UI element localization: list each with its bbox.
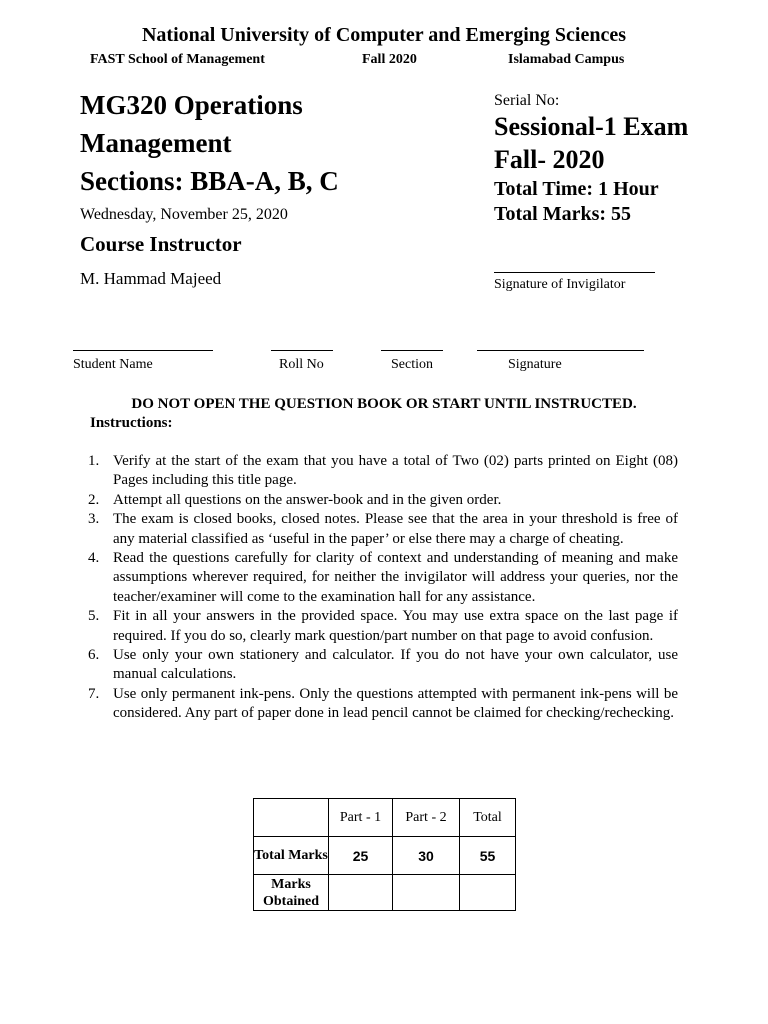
header-part-1: Part - 1 — [329, 799, 393, 837]
row-label-total-marks: Total Marks — [254, 837, 329, 875]
instruction-item: 1. Verify at the start of the exam that you have a total of Two (02) parts printed on Eight (08) Pages including this title page. — [88, 453, 678, 489]
instructions-list — [88, 452, 678, 724]
instruction-item: 6. Use only your own stationery and calculator. If you do not have your own calculator, use manual calculations. — [88, 647, 678, 683]
university-title: National University of Computer and Emerging Sciences — [141, 24, 627, 46]
row-label-marks-obtained: Marks Obtained — [254, 875, 329, 911]
marks-table — [253, 798, 516, 911]
student-name-label: Student Name — [73, 357, 153, 372]
exam-date: Wednesday, November 25, 2020 — [80, 206, 288, 223]
course-sections: Sections: BBA-A, B, C — [80, 166, 339, 196]
instruction-item: 2. Attempt all questions on the answer-book and in the given order. — [88, 491, 502, 508]
campus-label: Islamabad Campus — [508, 52, 625, 67]
instruction-item: 3. The exam is closed books, closed notes. Please see that the area in your threshold is free of any material classified as ‘useful in the paper’ or else there may a charge of cheating. — [88, 511, 678, 547]
instructor-heading: Course Instructor — [80, 232, 242, 256]
total-time: Total Time: 1 Hour — [494, 178, 659, 200]
table-corner-cell — [254, 799, 329, 837]
total-marks: Total Marks: 55 — [494, 203, 632, 225]
do-not-open-warning: DO NOT OPEN THE QUESTION BOOK OR START UNTIL INSTRUCTED. — [131, 396, 637, 412]
exam-term: Fall- 2020 — [494, 145, 605, 174]
instructor-name: M. Hammad Majeed — [80, 269, 222, 288]
student-name-line[interactable] — [73, 350, 213, 351]
instructions-heading: Instructions: — [90, 415, 173, 431]
exam-name: Sessional-1 Exam — [494, 112, 689, 141]
total-obtained[interactable] — [460, 875, 516, 911]
invigilator-signature-label: Signature of Invigilator — [494, 277, 626, 292]
roll-no-line[interactable] — [271, 350, 333, 351]
instruction-item: 5. Fit in all your answers in the provided space. You may use extra space on the last page if required. If you do so, clearly mark question/part number on that page to avoid confusion. — [88, 608, 678, 644]
grand-total: 55 — [460, 837, 516, 875]
section-label: Section — [391, 357, 433, 372]
signature-label: Signature — [508, 357, 562, 372]
part-2-obtained[interactable] — [393, 875, 460, 911]
instruction-item: 4. Read the questions carefully for clarity of context and understanding of meaning and make assumptions wherever required, for neither the invigilator will address your queries, nor the teacher/examiner will come to the examination hall for any assistance. — [88, 550, 678, 605]
course-title-line2: Management — [80, 128, 232, 158]
part-1-obtained[interactable] — [329, 875, 393, 911]
part-1-total: 25 — [329, 837, 393, 875]
roll-no-label: Roll No — [279, 357, 324, 372]
header-total: Total — [460, 799, 516, 837]
part-2-total: 30 — [393, 837, 460, 875]
serial-label: Serial No: — [494, 92, 560, 109]
section-line[interactable] — [381, 350, 443, 351]
invigilator-signature-line[interactable] — [494, 272, 655, 273]
signature-line[interactable] — [477, 350, 644, 351]
instruction-item: 7. Use only permanent ink-pens. Only the questions attempted with permanent ink-pens will be considered. Any part of paper done in lead pencil cannot be claimed for checking/rechecking. — [88, 685, 678, 722]
course-title-line1: MG320 Operations — [80, 90, 303, 120]
term-label: Fall 2020 — [362, 52, 417, 67]
school-name: FAST School of Management — [90, 52, 265, 67]
header-part-2: Part - 2 — [393, 799, 460, 837]
